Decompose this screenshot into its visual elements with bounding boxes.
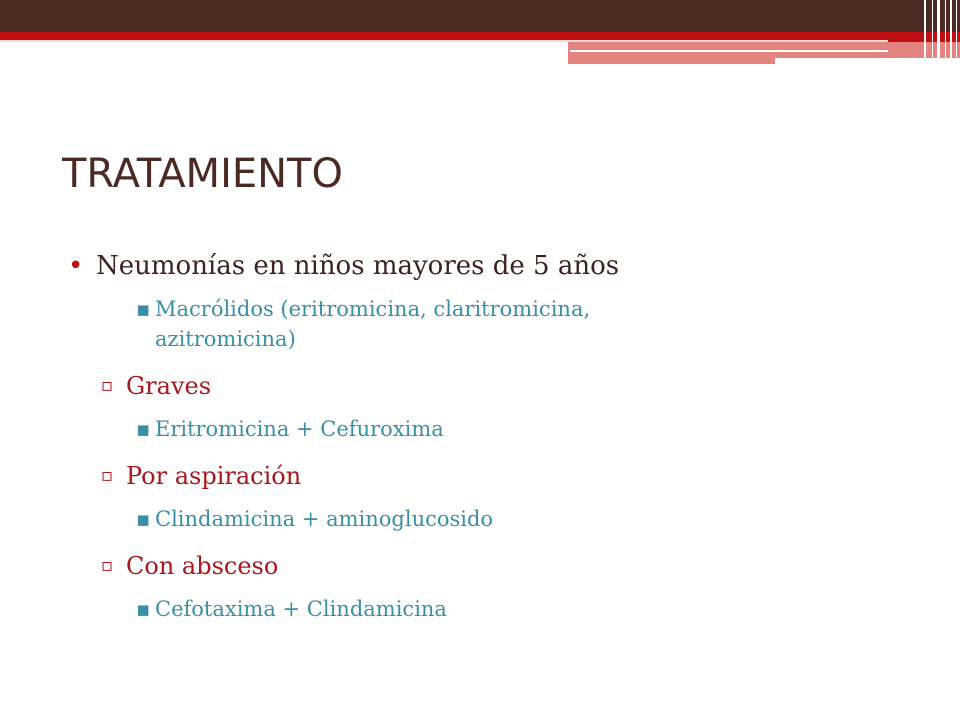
case-label: Graves — [126, 372, 212, 400]
bullet-level3: ▪ — [136, 597, 151, 621]
case-label: Con absceso — [126, 552, 279, 580]
general-treatment — [68, 294, 888, 354]
case-aspiracion — [68, 456, 888, 496]
header-band-dark — [0, 0, 960, 32]
case-absceso-treatment — [68, 594, 888, 624]
bullet-level3: ▪ — [136, 417, 151, 441]
bullet-level2: ▫ — [101, 375, 114, 396]
header-band-line — [570, 50, 888, 52]
case-label: Por aspiración — [126, 462, 302, 490]
case-treatment-text: Eritromicina + Cefuroxima — [155, 417, 444, 441]
main-point — [68, 246, 888, 286]
slide-title: TRATAMIENTO — [62, 151, 343, 197]
case-graves-treatment — [68, 414, 888, 444]
bullet-level3: ▪ — [136, 507, 151, 531]
bullet-level3: ▪ — [136, 297, 151, 321]
bullet-level1: • — [68, 251, 84, 281]
case-aspiracion-treatment — [68, 504, 888, 534]
general-treatment-line1: Macrólidos (eritromicina, claritromicina, — [155, 297, 591, 321]
case-treatment-text: Cefotaxima + Clindamicina — [155, 597, 447, 621]
bullet-level2: ▫ — [101, 465, 114, 486]
general-treatment-line2: azitromicina) — [155, 327, 296, 351]
case-absceso — [68, 546, 888, 586]
main-point-text: Neumonías en niños mayores de 5 años — [96, 251, 620, 281]
case-treatment-text: Clindamicina + aminoglucosido — [155, 507, 494, 531]
header-vertical-stripes — [918, 0, 960, 64]
slide-content-list — [68, 246, 888, 636]
case-graves — [68, 366, 888, 406]
bullet-level2: ▫ — [101, 555, 114, 576]
